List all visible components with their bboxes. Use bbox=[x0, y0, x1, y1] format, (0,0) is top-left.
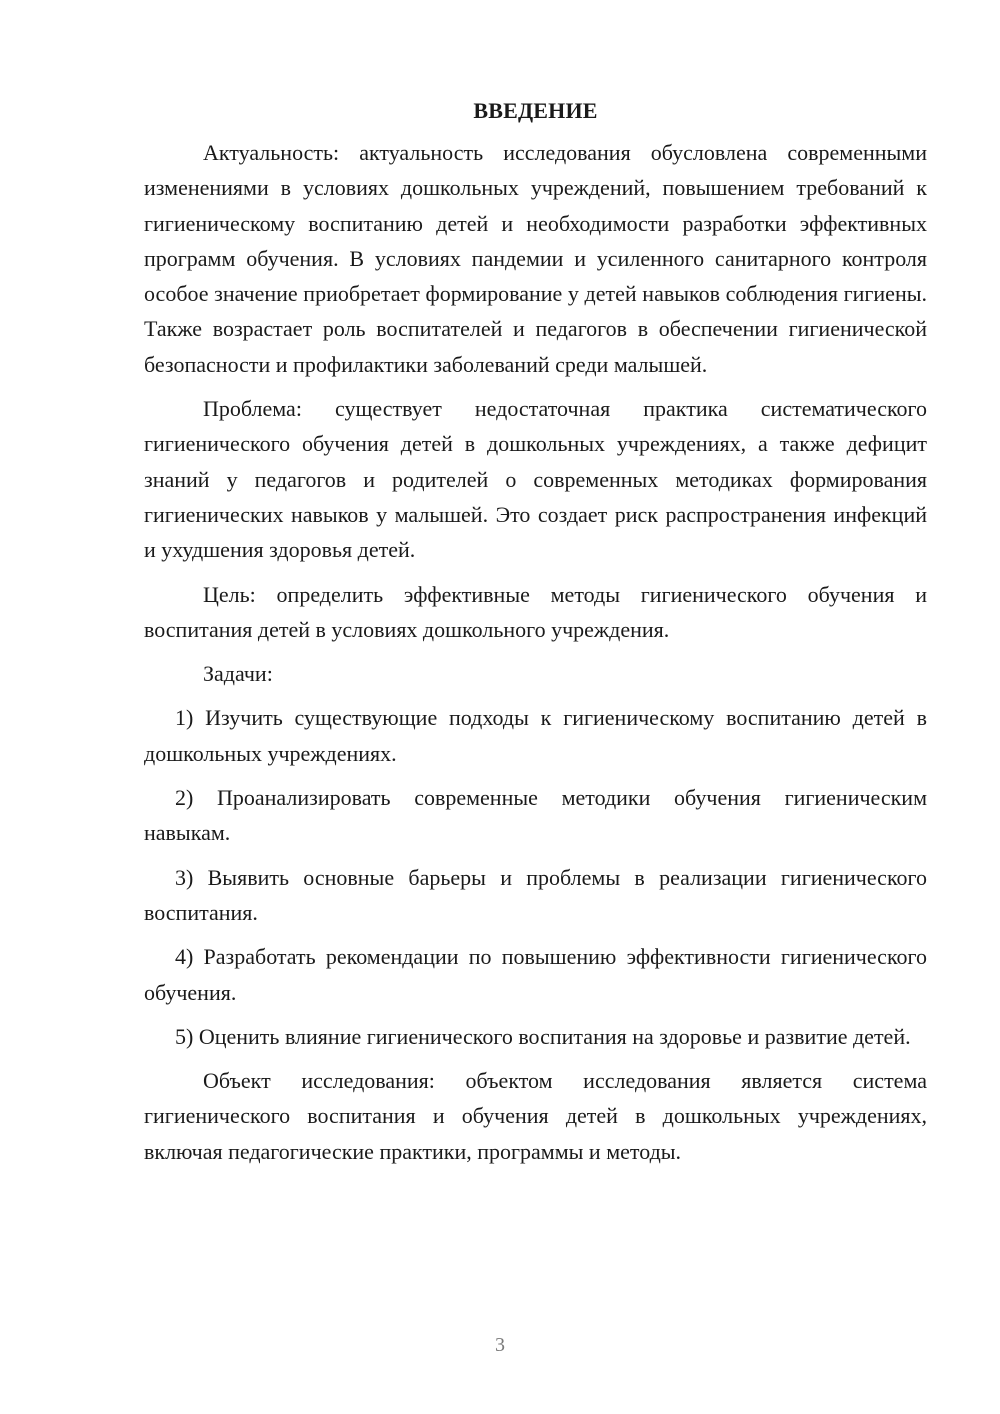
task-item-1: 1) Изучить существующие подходы к гигиеническому воспитанию детей в дошкольных учреждениях. bbox=[144, 705, 927, 766]
relevance-paragraph: Актуальность: актуальность исследования обусловлена современными изменениями в условиях дошкольных учреждений, повышением требований к гигиеническому воспитанию детей и необходимости разработки эффективных программ обучения. В условиях пандемии и усиленного санитарного контроля особое значение приобретает формирование у детей навыков соблюдения гигиены. Также возрастает роль воспитателей и педагогов в обеспечении гигиенической безопасности и профилактики заболеваний среди малышей. bbox=[144, 140, 927, 377]
problem-paragraph: Проблема: существует недостаточная практика систематического гигиенического обучения детей в дошкольных учреждениях, а также дефицит знаний у педагогов и родителей о современных методиках формирования гигиенических навыков у малышей. Это создает риск распространения инфекций и ухудшения здоровья детей. bbox=[144, 396, 927, 563]
object-paragraph: Объект исследования: объектом исследования является система гигиенического воспитания и обучения детей в дошкольных учреждениях, включая педагогические практики, программы и методы. bbox=[144, 1068, 927, 1164]
goal-paragraph: Цель: определить эффективные методы гигиенического обучения и воспитания детей в условиях дошкольного учреждения. bbox=[144, 581, 927, 642]
task-item-3: 3) Выявить основные барьеры и проблемы в реализации гигиенического воспитания. bbox=[144, 864, 927, 925]
task-item-2: 2) Проанализировать современные методики обучения гигиеническим навыкам. bbox=[144, 785, 927, 846]
tasks-heading: Задачи: bbox=[203, 661, 273, 687]
task-item-5: 5) Оценить влияние гигиенического воспитания на здоровье и развитие детей. bbox=[175, 1023, 911, 1049]
page-content bbox=[144, 96, 927, 1178]
section-heading: ВВЕДЕНИЕ bbox=[473, 98, 598, 123]
task-item-4: 4) Разработать рекомендации по повышению эффективности гигиенического обучения. bbox=[144, 944, 927, 1005]
page-number: 3 bbox=[495, 1334, 505, 1356]
